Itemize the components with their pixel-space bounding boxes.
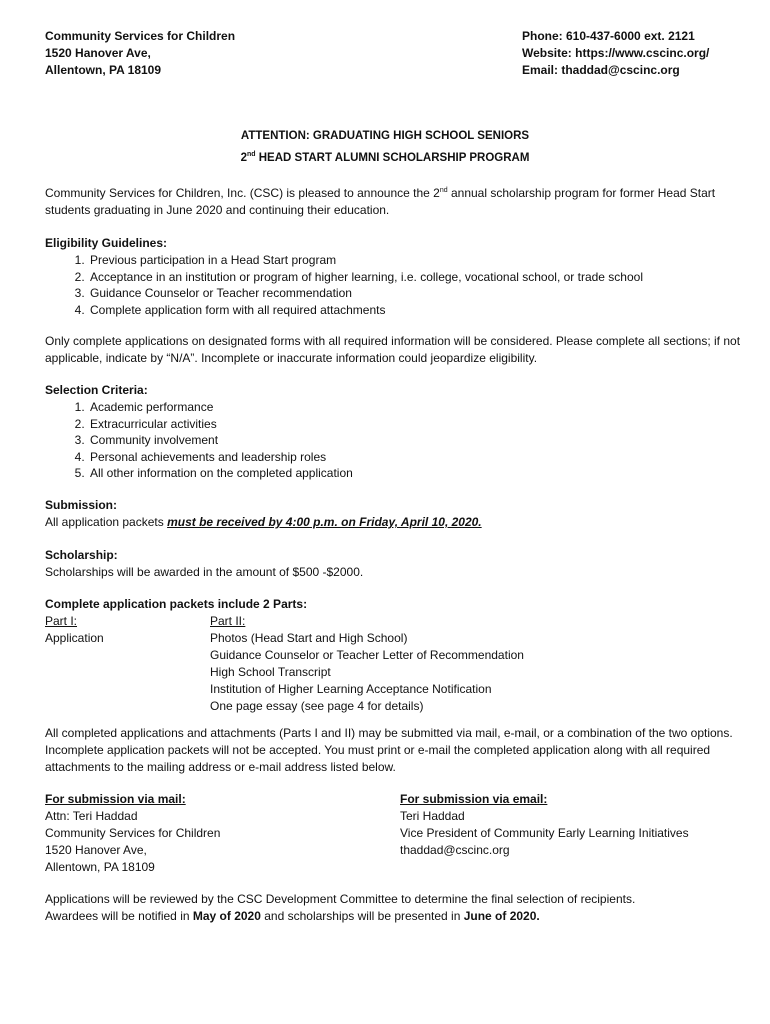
- email-line: thaddad@cscinc.org: [400, 843, 510, 857]
- title-ordinal-suffix: nd: [246, 151, 256, 159]
- list-item: 3. Guidance Counselor or Teacher recommendation: [88, 285, 745, 302]
- mail-submission-block: [45, 791, 220, 876]
- selection-list: [45, 399, 745, 482]
- scholarship-section: [45, 547, 745, 581]
- part-2-item: Photos (Head Start and High School): [210, 631, 408, 645]
- submission-deadline: must be received by 4:00 p.m. on Friday, April 10, 2020.: [167, 515, 482, 529]
- intro-text-1: Community Services for Children, Inc. (CSC) is pleased to announce the 2: [45, 186, 440, 200]
- part-2-label: Part II:: [210, 614, 246, 628]
- part-2-item: Institution of Higher Learning Acceptance Notification: [210, 682, 492, 696]
- part-1-column: [45, 613, 104, 647]
- list-item: 3. Community involvement: [88, 432, 745, 449]
- submission-heading: Submission:: [45, 498, 118, 512]
- mail-line: Allentown, PA 18109: [45, 860, 155, 874]
- mail-line: Community Services for Children: [45, 826, 221, 840]
- eligibility-list: [45, 252, 745, 318]
- part-1-item: Application: [45, 631, 104, 645]
- list-item: 4. Personal achievements and leadership roles: [88, 449, 745, 466]
- email-line: Teri Haddad: [400, 809, 465, 823]
- title-rest: HEAD START ALUMNI SCHOLARSHIP PROGRAM: [255, 152, 530, 164]
- list-item: 4. Complete application form with all required attachments: [88, 302, 745, 319]
- list-item: 5. All other information on the completed application: [88, 465, 745, 482]
- title-line-1: ATTENTION: GRADUATING HIGH SCHOOL SENIORS: [240, 130, 530, 142]
- submission-text: [45, 514, 745, 531]
- title-line-2: [0, 152, 770, 164]
- website: Website: https://www.cscinc.org/: [522, 46, 710, 60]
- presentation-date: June of 2020.: [463, 909, 540, 923]
- part-2-item: One page essay (see page 4 for details): [210, 699, 424, 713]
- notice-paragraph: Only complete applications on designated forms with all required information will be considered. Please complete all sections; if not applicable, indicate by “N/A”. Incomplete or inaccurate information could jeopardize eligibility.: [45, 334, 741, 365]
- list-item: 1. Academic performance: [88, 399, 745, 416]
- parts-heading-text: Complete application packets include 2 Parts:: [45, 597, 308, 611]
- scholarship-text: Scholarships will be awarded in the amount of $500 -$2000.: [45, 565, 364, 579]
- intro-text-2: annual scholarship program for former Head Start students graduating in June 2020 and continuing their education.: [45, 186, 716, 217]
- email-line: Vice President of Community Early Learning Initiatives: [400, 826, 689, 840]
- address-line-2: Allentown, PA 18109: [45, 63, 162, 77]
- closing-paragraph: [45, 891, 745, 925]
- part-2-item: High School Transcript: [210, 665, 331, 679]
- email-submission-block: [400, 791, 689, 859]
- email-heading: For submission via email:: [400, 792, 548, 806]
- closing-text-a: Awardees will be notified in: [45, 909, 193, 923]
- list-item: 2. Extracurricular activities: [88, 416, 745, 433]
- list-item: 1. Previous participation in a Head Start program: [88, 252, 745, 269]
- selection-heading: Selection Criteria:: [45, 383, 148, 397]
- part-1-label: Part I:: [45, 614, 78, 628]
- email: Email: thaddad@cscinc.org: [522, 63, 680, 77]
- scholarship-heading: Scholarship:: [45, 548, 118, 562]
- closing-line-2: [45, 908, 745, 925]
- address-line-1: 1520 Hanover Ave,: [45, 46, 151, 60]
- contact-block: [522, 28, 709, 79]
- submission-lead: All application packets: [45, 515, 168, 529]
- title-ordinal: 2: [240, 152, 247, 164]
- mail-line: 1520 Hanover Ave,: [45, 843, 147, 857]
- mail-line: Attn: Teri Haddad: [45, 809, 138, 823]
- attachments-paragraph: All completed applications and attachments (Parts I and II) may be submitted via mail, e-mail, or a combination of the two options. Incomplete application packets will not be accepted. You must print or e-mail the completed application along with all required attachments to the mailing address or e-mail address listed below.: [45, 726, 733, 774]
- part-2-item: Guidance Counselor or Teacher Letter of Recommendation: [210, 648, 524, 662]
- closing-line-1: Applications will be reviewed by the CSC Development Committee to determine the final selection of recipients.: [45, 892, 636, 906]
- selection-section: [45, 382, 745, 482]
- intro-ordinal-suffix: nd: [439, 187, 448, 194]
- closing-text-c: and scholarships will be presented in: [260, 909, 464, 923]
- parts-heading: [45, 596, 745, 613]
- phone: Phone: 610-437-6000 ext. 2121: [522, 29, 695, 43]
- eligibility-section: [45, 235, 745, 318]
- eligibility-heading: Eligibility Guidelines:: [45, 236, 168, 250]
- part-2-column: [210, 613, 524, 715]
- intro-paragraph: [45, 185, 745, 219]
- submission-section: [45, 497, 745, 531]
- list-item: 2. Acceptance in an institution or program of higher learning, i.e. college, vocational school, or trade school: [88, 269, 745, 286]
- notification-date: May of 2020: [192, 909, 261, 923]
- mail-heading: For submission via mail:: [45, 792, 186, 806]
- org-name: Community Services for Children: [45, 29, 236, 43]
- org-address-block: [45, 28, 235, 79]
